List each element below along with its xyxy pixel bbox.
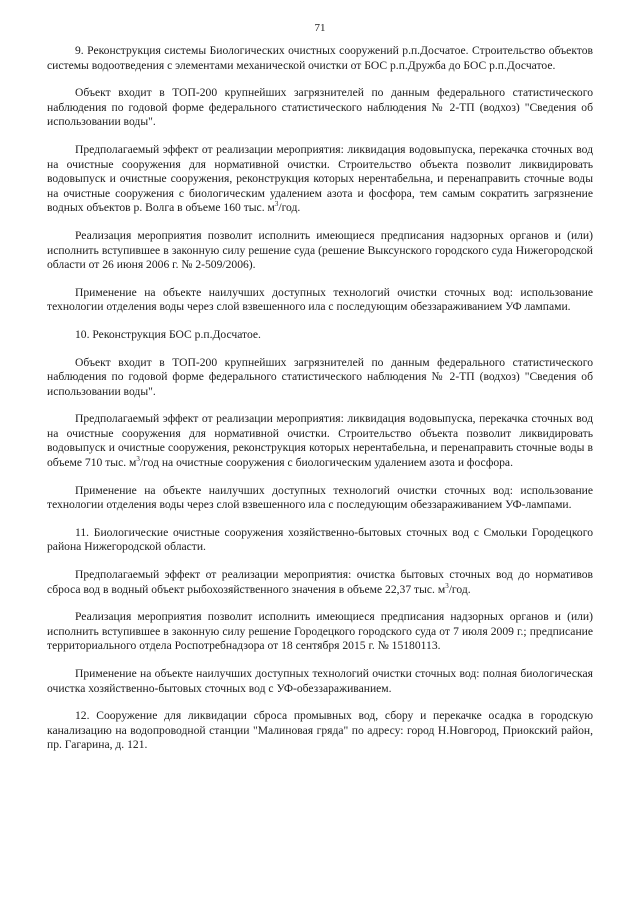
paragraph-item-10-title: 10. Реконструкция БОС р.п.Досчатое.: [75, 327, 261, 341]
paragraph-expected-effect: Предполагаемый эффект от реализации мероприятия: ликвидация водовыпуска, перекачка сточных вод на очистные сооружения для нормативной очистки. Строительство объекта позволит ликвидировать водовыпуск и очистные сооружения, реконструкция которых нерентабельна, и перенаправить сточные воды на очистные сооружения с биологическим удалением азота и фосфора, тем самым сократить загрязнение водных объектов р. Волга в объеме 160 тыс. $м^3$/год.: [47, 142, 593, 215]
paragraph-item-12-title: 12. Сооружение для ликвидации сброса промывных вод, сбору и перекачке осадка в городскую канализацию на водопроводной станции "Малиновая гряда" по адресу: город Н.Новгород, Приокский район, пр. Гагарина, д. 121.: [47, 709, 593, 752]
paragraph-top200-note: Объект входит в ТОП-200 крупнейших загрязнителей по данным федерального статистического наблюдения по годовой форме федерального статистического наблюдения № 2-ТП (водхоз) "Сведения об использовании воды".: [47, 355, 593, 398]
paragraph-technology: Применение на объекте наилучших доступных технологий очистки сточных вод: использование технологии отделения воды через слой взвешенного ила с последующим обеззараживанием УФ-лампами.: [47, 483, 593, 512]
paragraph-top200-note: Объект входит в ТОП-200 крупнейших загрязнителей по данным федерального статистического наблюдения по годовой форме федерального статистического наблюдения № 2-ТП (водхоз) "Сведения об использовании воды".: [47, 86, 593, 129]
paragraph-technology: Применение на объекте наилучших доступных технологий очистки сточных вод: использование технологии отделения воды через слой взвешенного ила с последующим обеззараживанием УФ лампами.: [47, 285, 593, 314]
document-body: [47, 44, 593, 766]
paragraph-item-9-title: 9. Реконструкция системы Биологических очистных сооружений р.п.Досчатое. Строительство объектов системы водоотведения с элементами механической очистки от БОС р.п.Дружба до БОС р.п.Досчатое.: [47, 44, 593, 72]
page-number: 71: [314, 22, 326, 34]
paragraph-court-decision: Реализация мероприятия позволит исполнить имеющиеся предписания надзорных органов и (или) исполнить вступившее в законную силу решение Городецкого городского суда от 7 июля 2009 г.; предписание территориального отдела Роспотребнадзора от 18 сентября 2015 г. № 15180113.: [47, 610, 593, 653]
paragraph-expected-effect: Предполагаемый эффект от реализации мероприятия: очистка бытовых сточных вод до нормативов сброса вод в водный объект рыбохозяйственного значения в объеме 22,37 тыс. $м^3$/год.: [47, 568, 593, 596]
paragraph-technology: Применение на объекте наилучших доступных технологий очистки сточных вод: полная биологическая очистка хозяйственно-бытовых сточных вод с УФ-обеззараживанием.: [47, 667, 593, 695]
paragraph-item-11-title: 11. Биологические очистные сооружения хозяйственно-бытовых сточных вод с Смольки Городецкого района Нижегородской области.: [47, 525, 593, 554]
paragraph-expected-effect: Предполагаемый эффект от реализации мероприятия: ликвидация водовыпуска, перекачка сточных вод на очистные сооружения для нормативной очистки. Строительство объекта позволит ликвидировать водовыпуск и очистные сооружения, реконструкция которых нерентабельна, и перенаправить сточные воды в объеме 710 тыс. $м^3$/год на очистные сооружения с биологическим удалением азота и фосфора.: [47, 412, 593, 470]
paragraph-court-decision: Реализация мероприятия позволит исполнить имеющиеся предписания надзорных органов и (или) исполнить вступившее в законную силу решение суда (решение Выксунского городского суда Нижегородской области от 26 июня 2006 г. № 2-509/2006).: [47, 228, 593, 272]
